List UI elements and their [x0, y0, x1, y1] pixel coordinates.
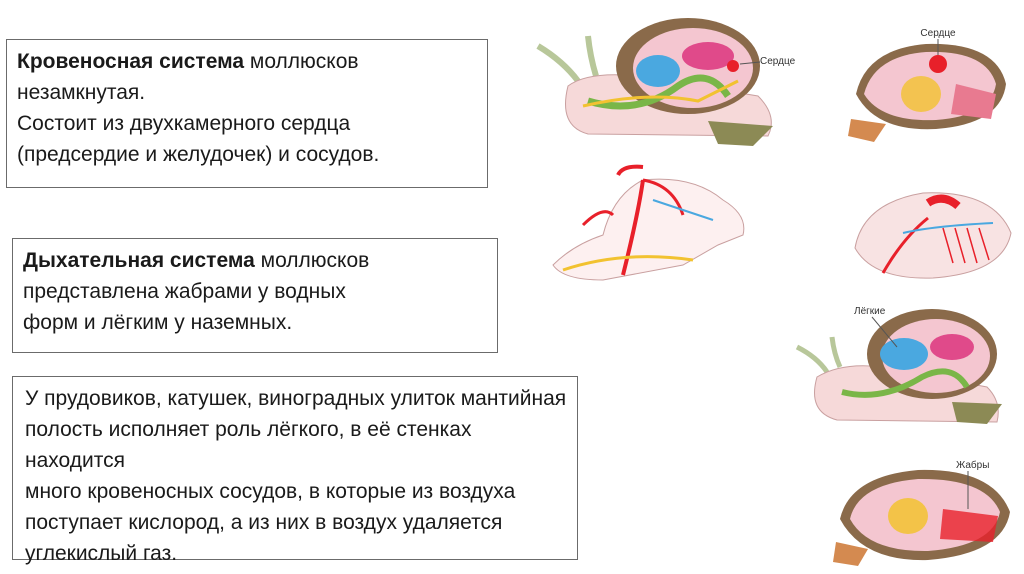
circulatory-heading: Кровеносная система	[17, 50, 245, 73]
text-line: полость исполняет роль лёгкого, в её стенках находится	[25, 418, 472, 472]
text-line: много кровеносных сосудов, в которые из воздуха	[25, 480, 516, 503]
text-line: поступает кислород, а из них в воздух удаляется	[25, 511, 503, 534]
text-line: моллюсков	[244, 50, 359, 73]
circulatory-system-text	[6, 39, 488, 188]
figure-label: Сердце	[920, 28, 956, 39]
snail-vessels-diagram	[543, 155, 758, 285]
figure-label: Сердце	[760, 56, 796, 67]
respiratory-system-text	[12, 238, 498, 353]
text-line: незамкнутая.	[17, 81, 146, 104]
figure-label: Жабры	[956, 460, 990, 471]
text-line: У прудовиков, катушек, виноградных улиток мантийная	[25, 387, 567, 410]
text-line: (предсердие и желудочек) и сосудов.	[17, 143, 380, 166]
snail-lung-diagram	[792, 292, 1022, 432]
bivalve-vessels-diagram	[843, 178, 1019, 288]
respiratory-heading: Дыхательная система	[23, 249, 255, 272]
text-line: представлена жабрами у водных	[23, 280, 346, 303]
lung-description-text	[12, 376, 578, 565]
text-line: форм и лёгким у наземных.	[23, 311, 293, 334]
figure-label: Лёгкие	[854, 306, 886, 317]
bivalve-circulatory-diagram	[846, 24, 1018, 142]
text-line: углекислый газ.	[25, 542, 178, 565]
snail-circulatory-diagram	[528, 6, 828, 146]
bivalve-gills-diagram	[828, 454, 1020, 570]
text-line: Состоит из двухкамерного сердца	[17, 112, 351, 135]
text-line: моллюсков	[254, 249, 370, 272]
